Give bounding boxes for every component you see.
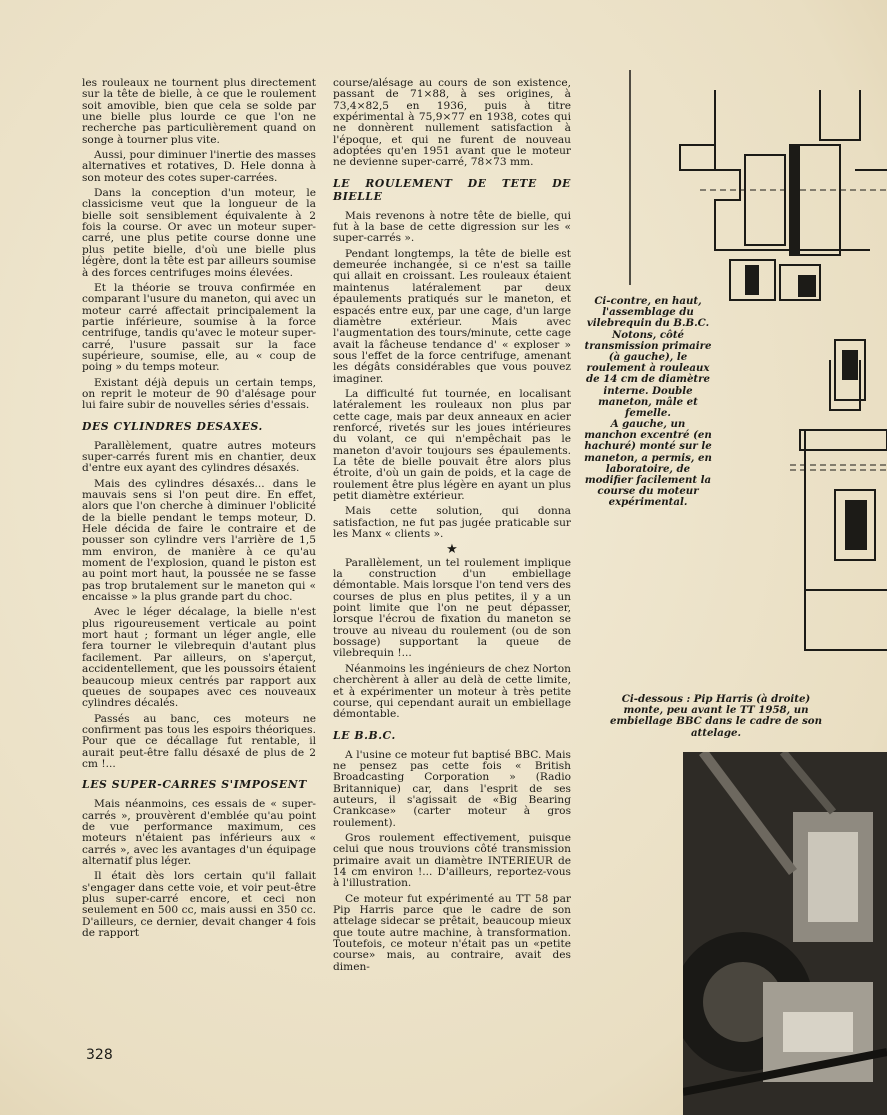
star-separator: ★: [446, 542, 458, 558]
paragraph: Parallèlement, quatre autres moteurs super-carrés furent mis en chantier, deux d'entre eux ayant des cylindres désaxés.: [82, 439, 316, 475]
figure-caption: Ci-dessous : Pip Harris (à droite) monte, peu avant le TT 1958, un embiellage BBC dans le cadre de son attelage.: [609, 693, 823, 739]
paragraph: A l'usine ce moteur fut baptisé BBC. Mais ne pensez pas cette fois « British Broadcasting Corporation » (Radio Britannique) car, dans l'esprit de ses auteurs, il s'agissait de «Big Bearing Crankcase» (carter moteur à gros roulement).: [333, 748, 571, 829]
section-heading: LE B.B.C.: [333, 728, 396, 742]
engine-photo: [683, 752, 887, 1115]
paragraph: Existant déjà depuis un certain temps, on reprit le moteur de 90 d'alésage pour lui faire subir de nouvelles séries d'essais.: [82, 376, 316, 412]
text-column-middle: [333, 78, 571, 977]
paragraph: Avec le léger décalage, la bielle n'est plus rigoureusement verticale au point mort haut ; formant un léger angle, elle fera tourner le vilebrequin d'autant plus facilement. Par ailleurs, on s'aperçut, accidentellement, que les poussoirs étaient beaucoup mieux centrés par rapport aux queues de soupapes avec ces nouveaux cylindres décalés.: [82, 606, 316, 710]
paragraph: Néanmoins les ingénieurs de chez Norton cherchèrent à aller au delà de cette limite, et à expérimenter un moteur à très petite course, qui cependant aurait un embiellage démontable.: [333, 662, 571, 721]
paragraph: les rouleaux ne tournent plus directement sur la tête de bielle, à ce que le roulement soit amovible, bien que cela se solde par une bielle plus lourde ce que l'on ne recherche pas particulièrement quand on songe à tourner plus vite.: [82, 77, 316, 146]
paragraph: Il était dès lors certain qu'il fallait s'engager dans cette voie, et voir peut-être plus super-carré encore, et ceci non seulement en 500 cc, mais aussi en 350 cc. D'ailleurs, ce dernier, devait changer 4 fois de rapport: [82, 870, 316, 940]
paragraph: Parallèlement, un tel roulement implique la construction d'un embiellage démontable. Mais lorsque l'on tend vers des courses de plus en plus petites, il y a un point limite que l'on ne peut dépasser, lorsque l'écrou de fixation du maneton se trouve au niveau du roulement (ou de son bossage) supportant la queue de vilebrequin !...: [333, 556, 571, 660]
paragraph: Aussi, pour diminuer l'inertie des masses alternatives et rotatives, D. Hele donna à son moteur des cotes super-carrées.: [82, 149, 316, 184]
text-column-left: [82, 78, 316, 943]
paragraph: Pendant longtemps, la tête de bielle est demeurée inchangée, si ce n'est sa taille qui allait en croissant. Les rouleaux étaient maintenus latéralement par deux épaulements pratiqués sur le maneton, et espacés entre eux, par une cage, d'un large diamètre extérieur. Mais avec l'augmentation des tours/minute, cette cage avait la fâcheuse tendance d' « exploser » sous l'effet de la force centrifuge, amenant les dégâts considérables que vous pouvez imaginer.: [333, 247, 571, 385]
paragraph: La difficulté fut tournée, en localisant latéralement les rouleaux non plus par cette cage, mais par deux anneaux en acier renforcé, rivetés sur les joues intérieures du volant, ce qui n'empêchait pas le maneton d'avoir toujours ses épaulements. La tête de bielle pouvait être alors plus étroite, d'où un gain de poids, et la cage de roulement être plus légère en ayant un plus petit diamètre extérieur.: [333, 387, 571, 502]
paragraph: Ce moteur fut expérimenté au TT 58 par Pip Harris parce que le cadre de son attelage sidecar se prêtait, beaucoup mieux que toute autre machine, à transformation. Toutefois, ce moteur n'était pas un «petite course» mais, au contraire, avait des dimen-: [333, 892, 571, 973]
figure-caption: A gauche, un manchon excentré (en hachuré) monté sur le maneton, a permis, en laboratoire, de modifier facilement la course du moteur expérimental.: [584, 418, 712, 509]
paragraph: Passés au banc, ces moteurs ne confirment pas tous les espoirs théoriques. Pour que ce décallage fut rentable, il aurait peut-être fallu désaxé de plus de 2 cm !...: [82, 712, 316, 770]
section-heading: DES CYLINDRES DESAXES.: [82, 419, 263, 433]
paragraph: Mais cette solution, qui donna satisfaction, ne fut pas jugée praticable sur les Manx « clients ».: [333, 505, 571, 541]
paragraph: Mais des cylindres désaxés... dans le mauvais sens si l'on peut dire. En effet, alors que l'on cherche à diminuer l'oblicité de la bielle pendant le temps moteur, D. Hele décida de faire le contraire et de pousser son cylindre vers l'arrière de 1,5 mm environ, de manière à ce qu'au moment de l'explosion, quand le piston est au point mort haut, la poussée ne se fasse pas trop brutalement sur le maneton qui « encaisse » la plus grande part du choc.: [82, 477, 316, 604]
paragraph: Dans la conception d'un moteur, le classicisme veut que la longueur de la bielle soit sensiblement équivalente à 2 fois la course. Or avec un moteur super-carré, une plus petite course donne une plus petite bielle, d'où une bielle plus légère, dont la tête est par ailleurs soumise à des forces centrifuges moins élevées.: [82, 187, 316, 279]
paragraph: Et la théorie se trouva confirmée en comparant l'usure du maneton, qui avec un moteur carré affectait principalement la partie inférieure, soumise à la force centrifuge, tandis qu'avec le moteur super-carré, l'usure passait sur la face supérieure, soumise, elle, au « coup de poing » du temps moteur.: [82, 281, 316, 374]
section-heading: LES SUPER-CARRES S'IMPOSENT: [82, 778, 307, 792]
figure-caption: Ci-contre, en haut, l'assemblage du vilebrequin du B.B.C. Notons, côté transmission primaire (à gauche), le roulement à rouleaux de 14 cm de diamètre interne. Double maneton, mâle et femelle.: [584, 295, 712, 420]
paragraph: course/alésage au cours de son existence, passant de 71×88, à ses origines, à 73,4×82,5 en 1936, puis à titre expérimental à 75,9×77 en 1938, cotes qui ne donnèrent nullement satisfaction à l'époque, et qui ne furent de nouveau adoptées qu'en 1951 avant que le moteur ne devienne super-carré, 78×73 mm.: [333, 77, 571, 169]
paragraph: Mais néanmoins, ces essais de « super-carrés », prouvèrent d'emblée qu'au point de vue performance maximum, ces moteurs n'étaient pas inférieurs aux « carrés », avec les avantages d'un équipage alternatif plus léger.: [82, 798, 316, 867]
paragraph: Gros roulement effectivement, puisque celui que nous trouvions côté transmission primaire avait un diamètre INTERIEUR de 14 cm environ !... D'ailleurs, reportez-vous à l'illustration.: [333, 831, 571, 890]
page-number: 328: [86, 1047, 113, 1063]
paragraph: Mais revenons à notre tête de bielle, qui fut à la base de cette digression sur les « super-carrés ».: [333, 209, 571, 245]
section-heading: LE ROULEMENT DE TETE DE BIELLE: [333, 176, 571, 203]
